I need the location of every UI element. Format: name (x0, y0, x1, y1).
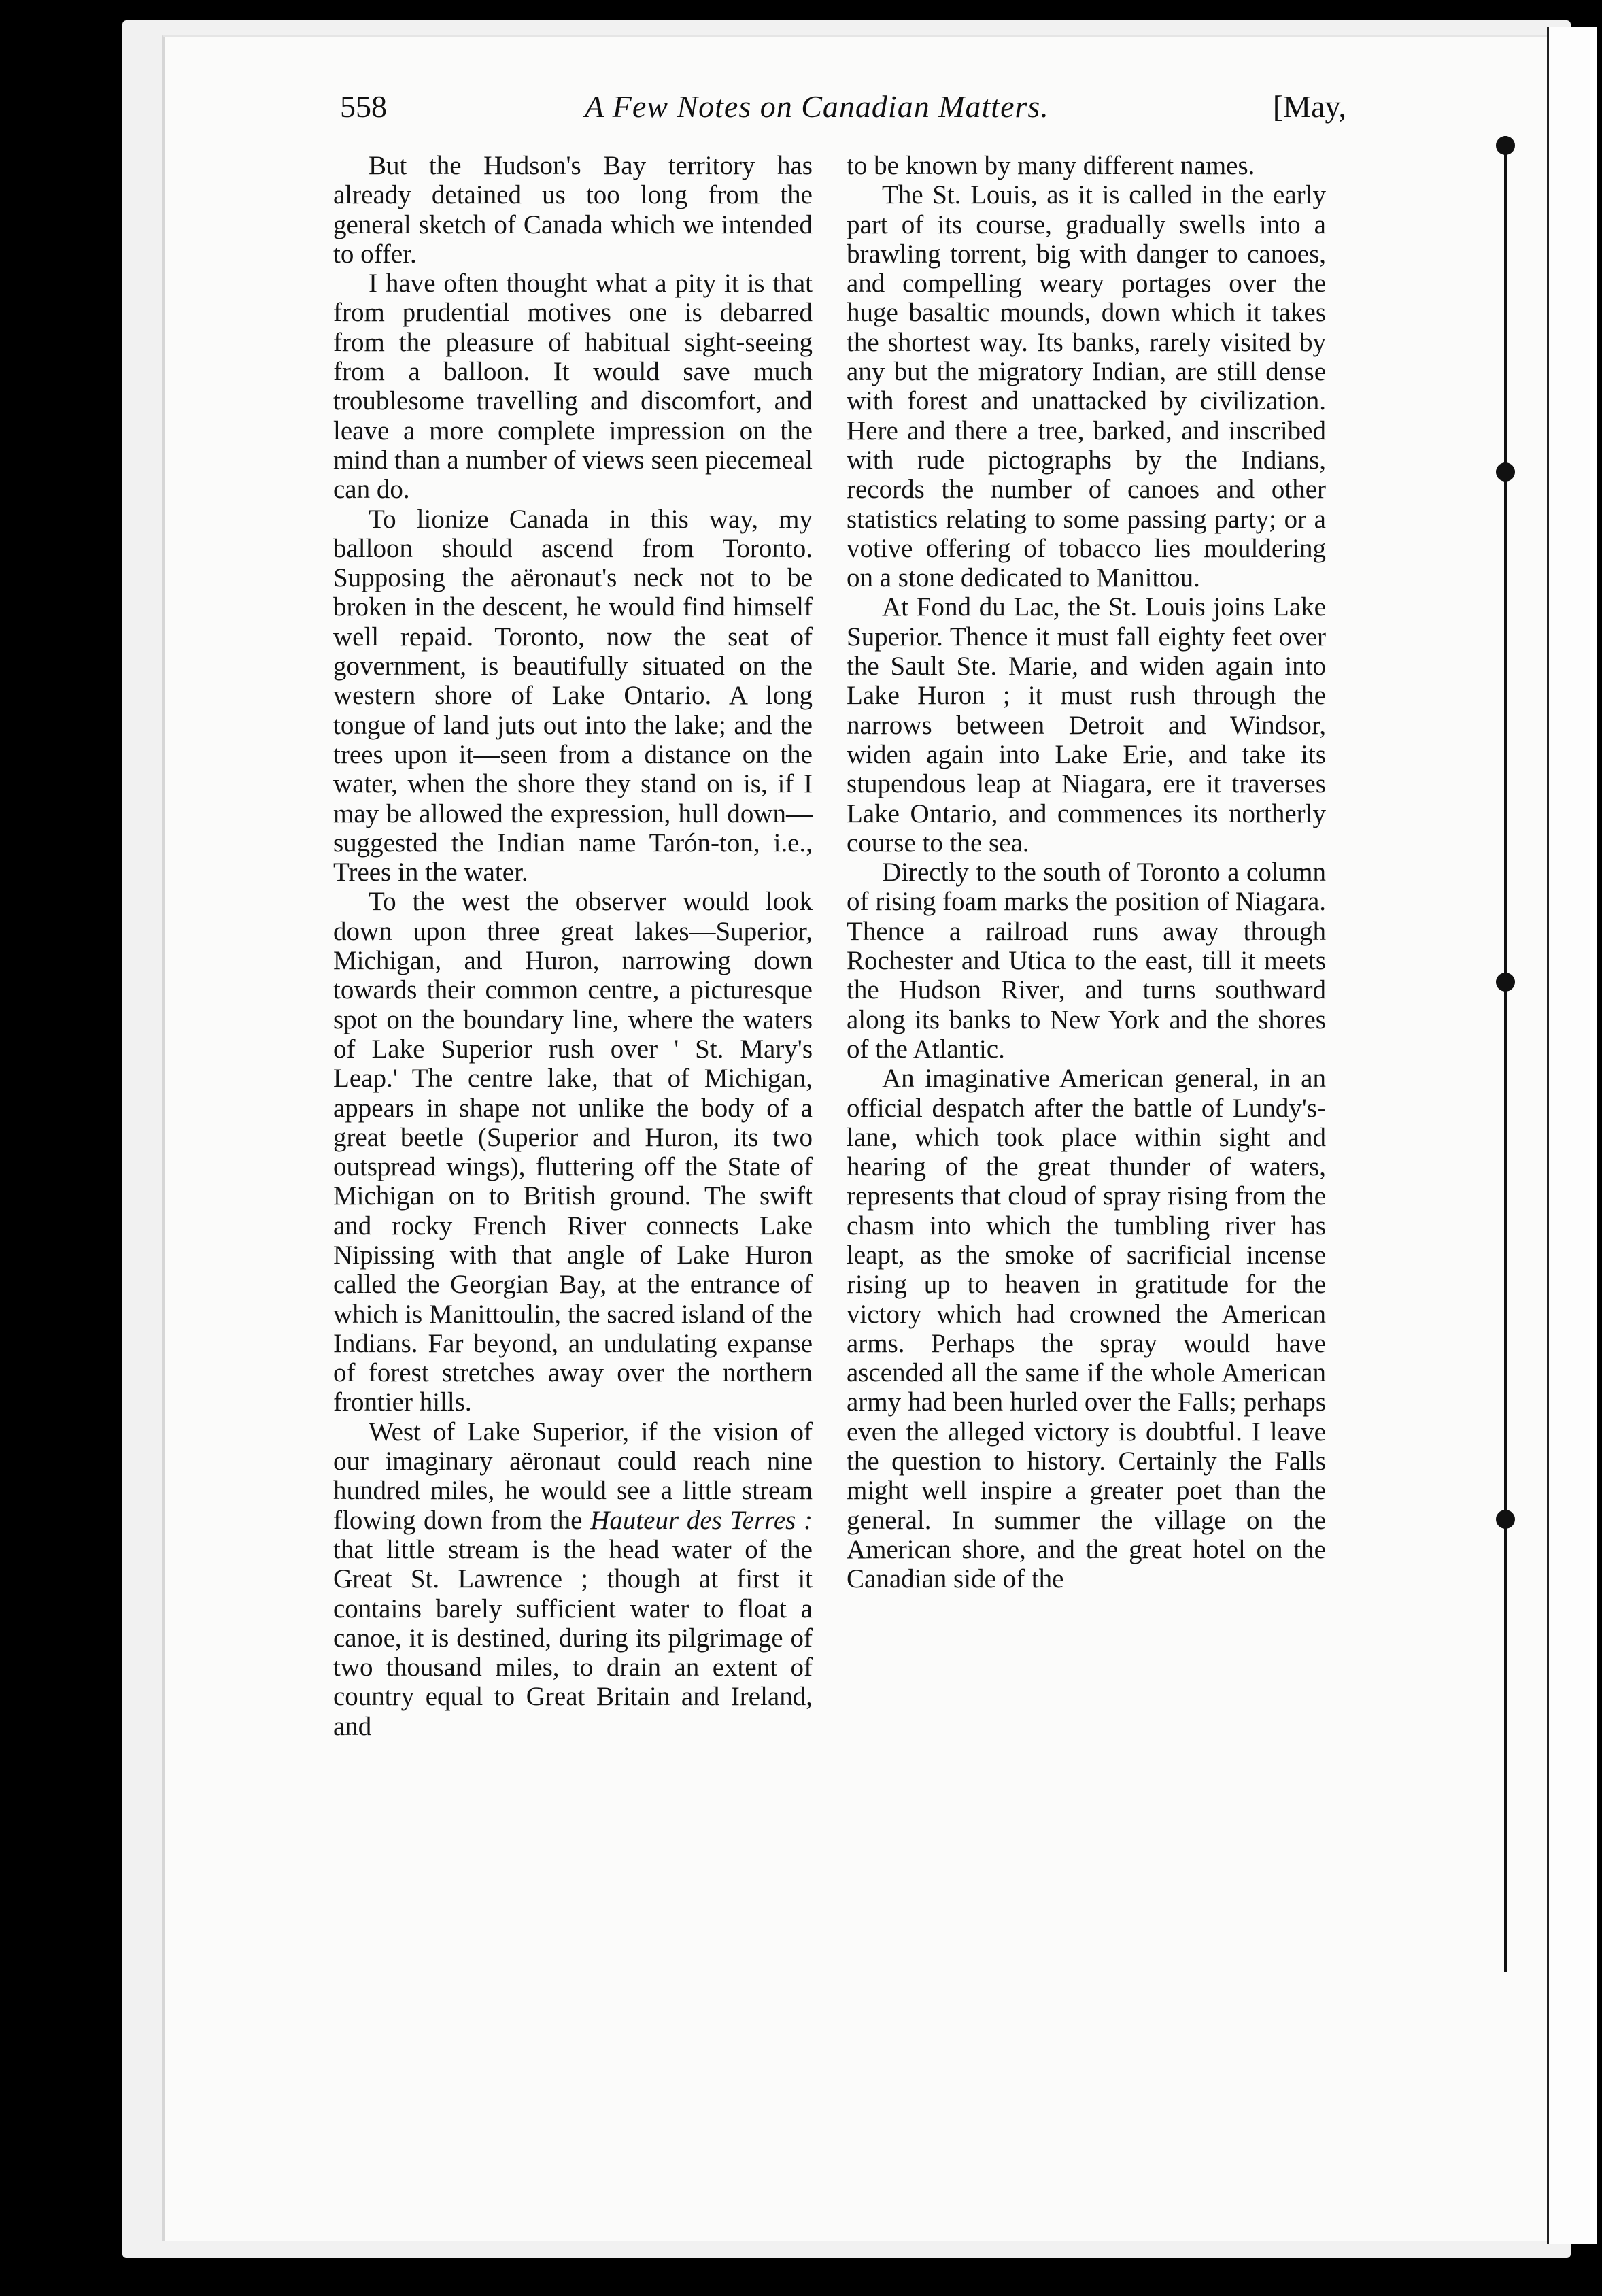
binding-thread (1496, 136, 1515, 1972)
binding-knot (1496, 462, 1515, 482)
paragraph: Directly to the south of Toronto a column of rising foam marks the position of Niagara. Thence a railroad runs away through Rochester and Utica to the east, till it meets the Hudson River, and turns southward along its banks to New York and the shores of the Atlantic. (847, 858, 1326, 1064)
right-column (847, 151, 1326, 1594)
binding-line (1504, 136, 1507, 1972)
paragraph-text: West of Lake Superior, if the vision of our imaginary aëronaut could reach nine hundred miles, he would see a little stream flowing down from the (333, 1417, 813, 1535)
facing-page-edge (1547, 27, 1597, 2244)
paragraph: An imaginative American general, in an official despatch after the battle of Lundy's-lane, which took place within sight and hearing of the great thunder of waters, represents that cloud of spray rising from the chasm into which the tumbling river has leapt, as the smoke of sacrificial incense rising up to heaven in gratitude for the victory which had crowned the American arms. Perhaps the spray would have ascended all the same if the whole American army had been hurled over the Falls; perhaps even the alleged victory is doubtful. I leave the question to history. Certainly the Falls might well inspire a greater poet than the general. In summer the village on the American shore, and the great hotel on the Canadian side of the (847, 1064, 1326, 1594)
running-title: A Few Notes on Canadian Matters. (585, 89, 1049, 124)
paragraph: I have often thought what a pity it is that from prudential motives one is debarred from the pleasure of habitual sight-seeing from a balloon. It would save much troublesome travelling and discomfort, and leave a more complete impression on the mind than a number of views seen piecemeal can do. (333, 269, 813, 505)
paragraph-continuation: to be known by many different names. (847, 151, 1255, 180)
paragraph: At Fond du Lac, the St. Louis joins Lake Superior. Thence it must fall eighty feet over the Sault Ste. Marie, and widen again into Lake Huron ; it must rush through the narrows between Detroit and Windsor, widen again into Lake Erie, and take its stupendous leap at Niagara, ere it traverses Lake Ontario, and commences its northerly course to the sea. (847, 592, 1326, 858)
binding-knot (1496, 1510, 1515, 1529)
italic-phrase: Hauteur des Terres : (590, 1505, 813, 1535)
paragraph-text: that little stream is the head water of the Great St. Lawrence ; though at first it contains barely sufficient water to float a canoe, it is destined, during its pilgrimage of two thousand miles, to drain an extent of country equal to Great Britain and Ireland, and (333, 1534, 813, 1741)
header-month: [May, (1272, 89, 1346, 124)
paragraph: The St. Louis, as it is called in the early part of its course, gradually swells into a brawling torrent, big with danger to canoes, and compelling weary portages over the huge basaltic mounds, down which it takes the shortest way. Its banks, rarely visited by any but the migratory Indian, are still dense with forest and unattacked by civilization. Here and there a tree, barked, and inscribed with rude pictographs by the Indians, records the number of canoes and other statistics relating to some passing party; or a votive offering of tobacco lies mouldering on a stone dedicated to Manittou. (847, 180, 1326, 593)
paragraph: But the Hudson's Bay territory has already detained us too long from the general sketch of Canada which we intended to offer. (333, 151, 813, 269)
binding-knot (1496, 136, 1515, 155)
paragraph: To lionize Canada in this way, my balloon should ascend from Toronto. Supposing the aëronaut's neck not to be broken in the descent, he would find himself well repaid. Toronto, now the seat of government, is beautifully situated on the western shore of Lake Ontario. A long tongue of land juts out into the lake; and the trees upon it—seen from a distance on the water, when the shore they stand on is, if I may be allowed the expression, hull down—suggested the Indian name Tarón-ton, i.e., Trees in the water. (333, 504, 813, 888)
page-number: 558 (340, 89, 387, 124)
scan-bottom-edge (0, 2265, 1602, 2296)
binding-knot (1496, 973, 1515, 992)
left-column (333, 151, 813, 1741)
page-header (340, 82, 1346, 136)
paragraph: To the west the observer would look down upon three great lakes—Superior, Michigan, and Huron, narrowing down towards their common centre, a picturesque spot on the boundary line, where the waters of Lake Superior rush over ' St. Mary's Leap.' The centre lake, that of Michigan, appears in shape not unlike the body of a great beetle (Superior and Huron, its two outspread wings), fluttering off the State of Michigan on to British ground. The swift and rocky French River connects Lake Nipissing with that angle of Lake Huron called the Georgian Bay, at the entrance of which is Manittoulin, the sacred island of the Indians. Far beyond, an undulating expanse of forest stretches away over the northern frontier hills. (333, 887, 813, 1417)
paragraph (333, 1417, 813, 1741)
